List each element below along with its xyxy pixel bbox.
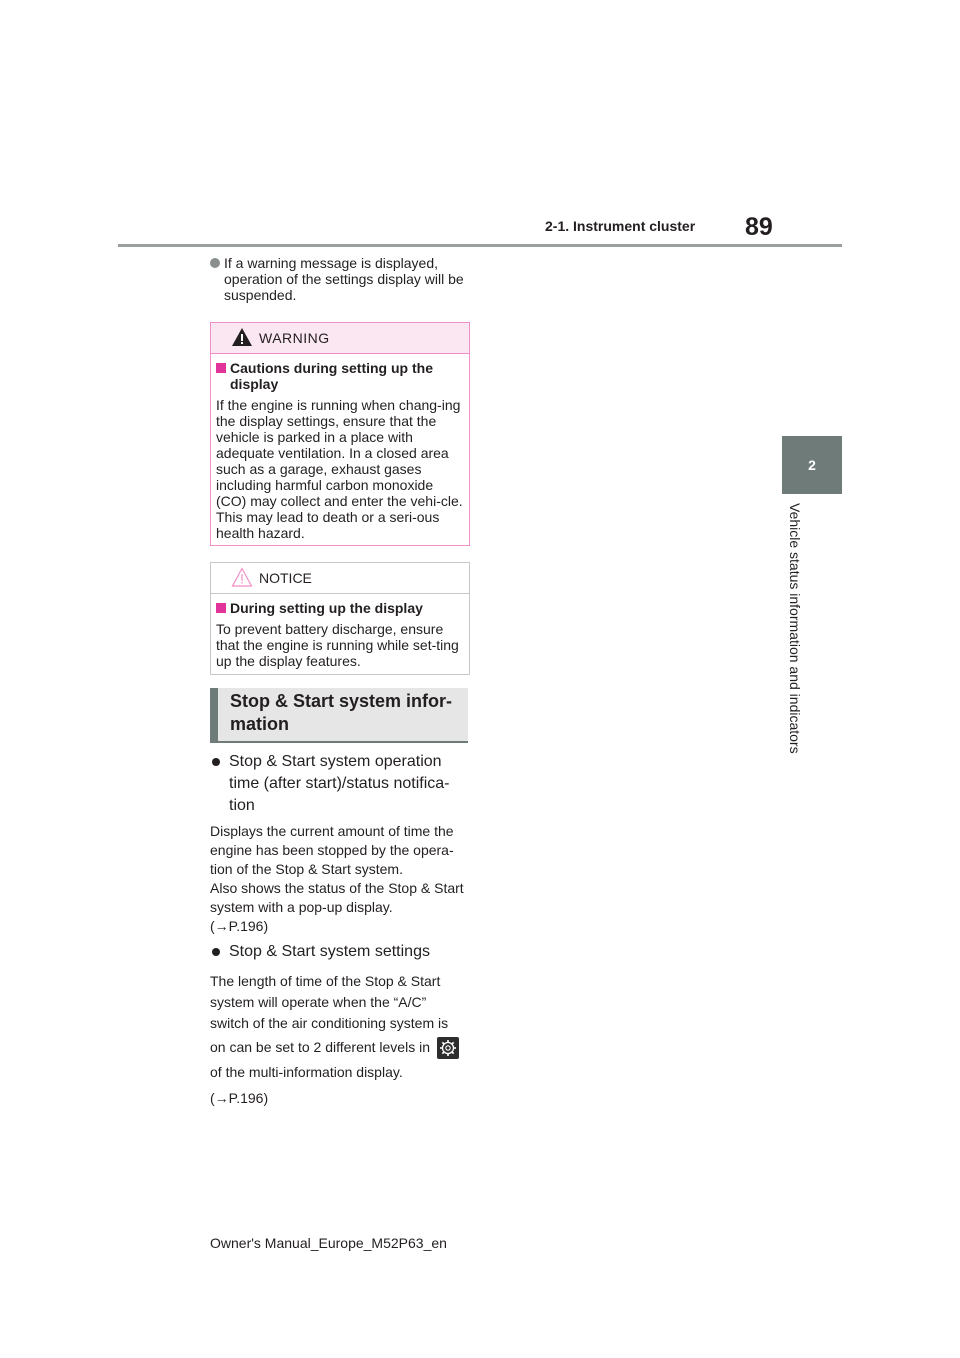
warning-heading-text: Cautions during setting up the display	[230, 360, 433, 392]
settings-line-5: of the multi-information display.	[210, 1064, 403, 1081]
item-heading-settings	[212, 941, 470, 963]
caution-triangle-icon	[231, 567, 253, 587]
item-heading-text: Stop & Start system settings	[229, 943, 430, 960]
settings-line-3: switch of the air conditioning system is	[210, 1015, 449, 1031]
item-body-text: Displays the current amount of time the engine has been stopped by the opera-tion of the Stop & Start system.	[210, 823, 454, 877]
square-bullet-icon	[216, 603, 226, 613]
page-reference-link[interactable]: (→P.196)	[210, 918, 269, 934]
bullet-icon	[212, 948, 220, 956]
settings-gear-icon	[437, 1037, 459, 1059]
notice-header	[211, 563, 469, 594]
item-heading-operation-time	[212, 751, 470, 817]
page-number: 89	[745, 213, 773, 241]
warning-heading	[216, 360, 464, 392]
item-body-operation-time	[210, 822, 472, 936]
warning-triangle-icon	[231, 327, 253, 347]
warning-label: WARNING	[259, 330, 330, 346]
notice-heading-text: During setting up the display	[230, 600, 423, 616]
bullet-icon	[210, 258, 220, 268]
settings-line-2: system will operate when the “A/C”	[210, 994, 427, 1010]
chapter-title: Vehicle status information and indicators	[787, 503, 803, 754]
bullet-icon	[212, 758, 220, 766]
header-rule	[118, 244, 842, 247]
settings-line-1: The length of time of the Stop & Start	[210, 973, 441, 989]
section-title: 2-1. Instrument cluster	[545, 218, 696, 234]
intro-note	[210, 255, 472, 303]
warning-box	[210, 322, 470, 546]
notice-heading	[216, 600, 464, 616]
item-body-text-2: Also shows the status of the Stop & Start system with a pop-up display.	[210, 880, 464, 915]
chapter-tab[interactable]: 2	[782, 436, 842, 494]
square-bullet-icon	[216, 363, 226, 373]
warning-body: If the engine is running when chang-ing the display settings, ensure that the vehicle is parked in a place with adequate ventilation. In a closed area such as a garage, exhaust gases including harmful carbon monoxide (CO) may collect and enter the vehi-cle. This may lead to death or a seri-ous health hazard.	[216, 397, 463, 541]
settings-line-4: on can be set to 2 different levels in	[210, 1039, 430, 1055]
page-reference-link[interactable]: (→P.196)	[210, 1090, 269, 1107]
item-body-settings	[210, 971, 472, 1109]
warning-header	[211, 323, 469, 354]
settings-line-4-row	[210, 1037, 472, 1059]
notice-label: NOTICE	[259, 570, 312, 586]
notice-box	[210, 562, 470, 675]
item-heading-text: Stop & Start system operation time (after start)/status notifica-tion	[229, 753, 450, 814]
footer-text: Owner's Manual_Europe_M52P63_en	[210, 1235, 447, 1251]
section-header	[210, 688, 468, 743]
section-title-text: Stop & Start system infor-mation	[230, 691, 453, 734]
intro-note-text: If a warning message is displayed, operation of the settings display will be suspended.	[224, 255, 464, 303]
notice-body: To prevent battery discharge, ensure that the engine is running while set-ting up the display features.	[216, 621, 459, 669]
